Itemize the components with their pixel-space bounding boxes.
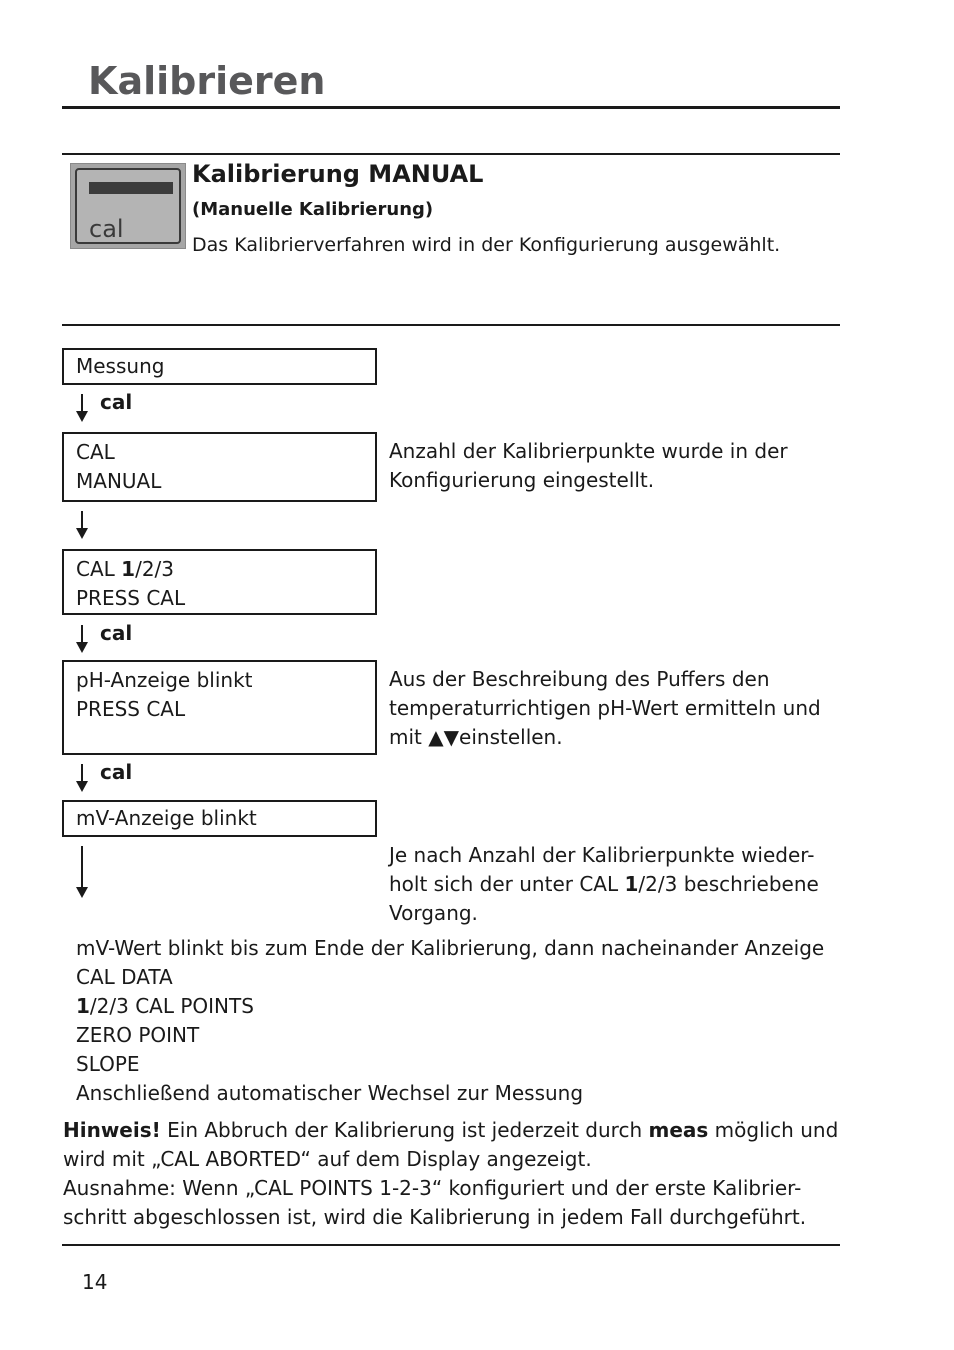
key-label-cal: cal [100,621,133,645]
hint-label: Hinweis! [63,1118,161,1142]
hint-paragraph: Hinweis! Ein Abbruch der Kalibrierung ist jederzeit durch meas möglich und wird mit „CAL ABORTED“ auf dem Display angezeigt. Ausnahme: Wenn „CAL POINTS 1-2-3“ konfiguriert und der erste Kalibrier- schritt abgeschlossen ist, wird die Kalibrierung in jedem Fall durchgeführt. [63,1118,839,1229]
section-subtitle: (Manuelle Kalibrierung) [192,199,434,220]
note-repeat: Je nach Anzahl der Kalibrierpunkte wieder- holt sich der unter CAL 1/2/3 beschriebene Vorgang. [389,843,819,925]
cal-key-label: cal [89,215,124,243]
page-title: Kalibrieren [88,59,326,103]
footer-rule [62,1244,840,1246]
title-rule [62,106,840,109]
page-number: 14 [82,1270,108,1294]
display-box-cal-123: CAL 1/2/3 PRESS CAL [62,549,377,615]
key-label-cal: cal [100,390,133,414]
display-box-cal-manual [62,432,377,502]
calibration-summary: mV-Wert blinkt bis zum Ende der Kalibrierung, dann nacheinander Anzeige CAL DATA 1/2/3 CAL POINTS ZERO POINT SLOPE Anschließend automatischer Wechsel zur Messung [76,936,825,1105]
up-arrow-icon: ▲ [428,725,444,749]
box-line: CAL [76,440,115,464]
box-line: PRESS CAL [76,697,186,721]
flow-arrow-2 [80,511,84,539]
display-box-ph-blinkt [62,660,377,755]
note-calibration-points: Anzahl der Kalibrierpunkte wurde in der Konfigurierung eingestellt. [389,439,788,492]
section-top-rule [62,153,840,155]
display-box-messung [62,348,377,385]
box-line: PRESS CAL [76,586,186,610]
flow-arrow-3 [80,625,84,653]
box-line: mV-Anzeige blinkt [76,806,257,830]
note-buffer: Aus der Beschreibung des Puffers den temperaturrichtigen pH-Wert ermitteln und mit ▲▼einstellen. [389,667,821,749]
key-label-cal: cal [100,760,133,784]
down-arrow-icon: ▼ [443,725,460,749]
flow-arrow-1 [80,394,84,422]
section-description: Das Kalibrierverfahren wird in der Konfigurierung ausgewählt. [192,234,781,256]
display-box-mv-blinkt [62,800,377,837]
box-line: pH-Anzeige blinkt [76,668,253,692]
flow-arrow-5 [80,846,84,898]
cal-key-icon [70,163,186,249]
meas-key-label: meas [648,1118,709,1142]
section-bottom-rule [62,324,840,326]
section-title: Kalibrierung MANUAL [192,160,484,188]
box-line: MANUAL [76,469,162,493]
box-line: Messung [76,354,165,378]
flow-arrow-4 [80,764,84,792]
display-bar [89,182,173,194]
